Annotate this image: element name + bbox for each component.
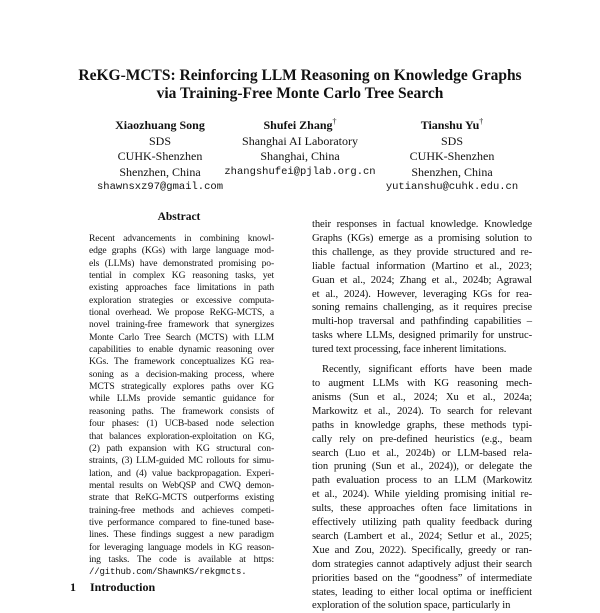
text-line: anisms (Sun et al., 2024; Xu et al., 2024a; <box>312 391 532 403</box>
title-line-1: ReKG-MCTS: Reinforcing LLM Reasoning on Knowledge Graphs <box>78 67 522 84</box>
text-line: four phases: (1) UCB-based node selection <box>89 418 274 430</box>
text-line: soning remains challenging, as it requires precise <box>312 302 532 314</box>
text-line: tured text processing, face inherent limitations. <box>312 344 507 356</box>
author-email: shawnsxz97@gmail.com <box>96 181 224 193</box>
text-line: reasoning paths. The framework consists of <box>89 405 274 417</box>
text-line: MCTS strategically explores paths over KG <box>89 381 274 393</box>
abstract-heading: Abstract <box>157 211 201 223</box>
author-email: zhangshufei@pjlab.org.cn <box>224 165 376 178</box>
text-line: dom strategies cannot adaptively adjust their search <box>312 558 532 570</box>
section-title: Introduction <box>90 580 156 594</box>
author-affiliation: SDS <box>440 133 463 148</box>
text-line: existing approaches face limitations in path <box>89 282 274 294</box>
text-line: Markowitz et al., 2024). To search for relevant <box>312 405 532 417</box>
text-line: tential in complex KG reasoning tasks, yet <box>89 270 274 282</box>
text-line: KGs. The framework conceptualizes KG rea- <box>89 356 274 368</box>
text-line: et al., 2024). While yielding promising initial re- <box>312 489 532 501</box>
text-line: exploration strategies or excessive computa- <box>89 294 274 306</box>
author-3 <box>362 118 542 196</box>
author-affiliation: Shenzhen, China <box>119 164 201 179</box>
author-affiliation: Shanghai AI Laboratory <box>242 133 358 148</box>
text-line: liable factual information (Martino et al., 2023; <box>312 260 532 272</box>
author-affiliation: CUHK-Shenzhen <box>409 149 495 163</box>
text-line: strate that ReKG-MCTS outperforms existing <box>89 492 274 504</box>
text-line: Recent advancements in combining knowl- <box>89 233 274 244</box>
text-line: exploration of the solution space, particularly in <box>312 600 511 612</box>
text-line: search (Luo et al., 2024b) or LLM-based rela- <box>312 447 532 459</box>
author-block <box>0 117 600 193</box>
text-line: //github.com/ShawnKS/rekgmcts. <box>89 567 247 578</box>
text-line: et al., 2024). However, leveraging KGs for rea- <box>312 288 532 300</box>
text-line: to augment LLMs with KG reasoning mech- <box>312 377 532 389</box>
text-line: while LLMs provide semantic guidance for <box>89 393 274 405</box>
text-line: els (LLMs) have demonstrated promising po- <box>89 257 274 269</box>
text-line: Recently, significant efforts have been made <box>322 364 532 376</box>
text-line: multi-hop traversal and pathfinding capabilities – <box>312 316 532 328</box>
text-line: that balances exploration-exploitation on KG, <box>89 430 274 442</box>
text-line: states, leading to either local optima or inefficient <box>312 586 532 598</box>
text-line: Graphs (KGs) emerge as a promising solution to <box>312 232 532 244</box>
title-line-2: via Training-Free Monte Carlo Tree Search <box>156 85 444 102</box>
text-line: priorities based on the “goodness” of intermediate <box>312 572 532 584</box>
text-line: novel training-free framework that synergizes <box>89 319 274 331</box>
text-line: cally rely on pre-defined heuristics (e.g., beam <box>312 433 532 445</box>
text-line: path evaluation process to an LLM (Markowitz <box>312 475 532 487</box>
abstract-body <box>89 233 274 579</box>
text-line: their responses in factual knowledge. Knowledge <box>312 219 532 230</box>
text-line: lines. These findings suggest a new paradigm <box>89 529 274 541</box>
section-heading <box>70 580 155 595</box>
section-number: 1 <box>70 580 76 594</box>
author-affiliation: Shenzhen, China <box>411 164 493 179</box>
text-line: tive performance compared to fine-tuned base- <box>89 516 274 528</box>
text-line: this challenge, as they provide structured and re- <box>312 246 532 258</box>
author-affiliation: Shanghai, China <box>260 149 340 163</box>
text-line: (2) path expansion with KG structural con- <box>89 442 274 454</box>
text-line: training-free methods and achieves competi- <box>89 504 274 516</box>
text-line: tion pruning (Sun et al., 2024)), or delegate the <box>312 461 532 473</box>
text-line: mental results on WebQSP and CWQ demon- <box>89 479 274 491</box>
text-line: straints, (3) LLM-guided MC rollouts for simu- <box>89 455 274 467</box>
text-line: lation, and (4) value backpropagation. Experi- <box>89 467 274 479</box>
text-line: capabilities to enable dynamic reasoning over <box>89 344 274 356</box>
text-line: search (Lambert et al., 2024; Setlur et al., 2025; <box>312 530 532 542</box>
text-line: tional overhead. We propose ReKG-MCTS, a <box>89 307 274 319</box>
author-affiliation: SDS <box>148 133 171 148</box>
text-line: ing tasks. The code is available at https: <box>89 553 274 565</box>
text-line: soning as a decision-making process, where <box>89 368 274 380</box>
text-line: paths in knowledge graphs, these methods typi- <box>312 419 532 431</box>
text-line: Monte Carlo Tree Search (MCTS) with LLM <box>89 331 274 343</box>
author-email: yutianshu@cuhk.edu.cn <box>385 181 519 193</box>
author-name: Shufei Zhang† <box>263 117 337 132</box>
text-line: for leveraging language models in KG reason- <box>89 541 274 553</box>
author-affiliation: CUHK-Shenzhen <box>117 149 203 163</box>
text-line: edge graphs (KGs) with large language mod- <box>89 245 274 257</box>
author-name: Xiaozhuang Song <box>115 118 205 132</box>
paper-title <box>0 67 600 103</box>
text-line: tasks where LLMs, designed primarily for unstruc- <box>312 330 532 342</box>
text-line: effectively utilizing path quality feedback during <box>312 517 532 529</box>
text-line: Xue and Zou, 2022). Specifically, greedy or ran- <box>312 544 532 556</box>
author-name: Tianshu Yu† <box>420 117 484 132</box>
text-line: sults, these approaches often face limitations in <box>312 503 532 515</box>
text-line: Guan et al., 2024; Zhang et al., 2024b; Agrawal <box>312 274 532 286</box>
intro-body <box>312 218 532 613</box>
